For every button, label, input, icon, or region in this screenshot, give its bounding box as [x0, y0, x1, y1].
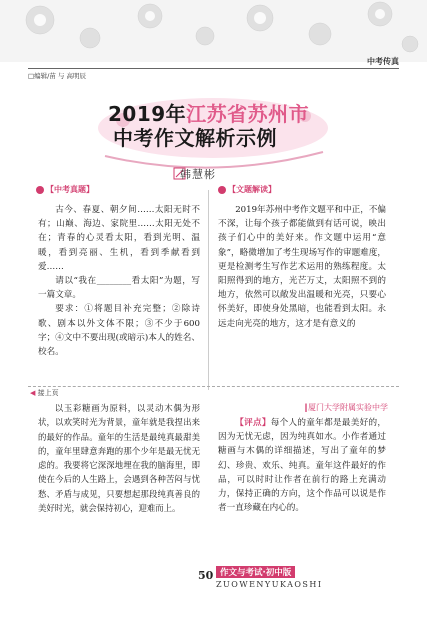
title-year: 2019年	[108, 102, 187, 126]
question-paragraph: 请以“我在________看太阳”为题，写一篇文章。	[38, 276, 200, 301]
comment-text: 每个人的童年都是最美好的，因为无忧无虑，因为纯真如水。小作者通过糖画与木偶的详细描述，写出了童年的梦幻、珍贵、欢乐、纯真。童年这件最好的作品，可以时时让作者在前行的路上充满动力，保持正确的方向，这个作品可以说是作者一直珍藏在内心的。	[218, 418, 386, 514]
continued-marker	[30, 388, 59, 398]
magazine-name: 作文与考试·初中版	[216, 566, 295, 578]
header-rule	[28, 68, 399, 69]
question-paragraph: 要求：①将题目补充完整；②除诗歌、剧本以外文体不限；③不少于600字；④文中不要出现(或暗示)本人的姓名、校名。	[38, 304, 200, 358]
exam-question-heading	[36, 184, 94, 195]
floral-header-decoration	[0, 0, 427, 62]
exam-question-text	[38, 203, 200, 359]
arrow-left-icon: ◀	[30, 389, 36, 397]
school-name: ‖厦门大学附属实验中学	[304, 403, 388, 412]
continued-label: 接上页	[37, 389, 59, 397]
page-number: 50	[198, 569, 214, 582]
question-paragraph: 古今、春夏、朝夕间……太阳无时不有；山巅、海边、家院里……太阳无处不在；青春的心灵看太阳，看到光明、温暖，看到亮丽、生机，看到季献看到爱……	[38, 205, 200, 272]
interpretation-heading	[218, 184, 276, 195]
interpretation-label: 【文题解读】	[228, 185, 276, 194]
exam-question-section	[38, 185, 200, 359]
interpretation-text	[218, 203, 386, 331]
interpretation-paragraph: 2019年苏州中考作文题平和中正，不偏不深，让每个孩子都能做到有话可说，映出孩子们心中的美好来。作文题中运用“意象”，略微增加了考生现场写作的审题难度，更是检测考生写作艺术运用的熟练程度。太阳照得到的地方，光芒万丈，太阳照不到的地方，依然可以敞发出温暖和光亮，只要心怀美好，即使身处黑暗，也能看到太阳。永远走向光亮的地方，这才是有意义的	[218, 205, 386, 329]
title-highlight: 江苏省苏州市	[186, 102, 310, 126]
comment-block	[218, 416, 386, 515]
exam-question-label: 【中考真题】	[46, 185, 94, 194]
column-tag: 中考传真	[367, 57, 399, 66]
bullet-icon	[218, 186, 226, 194]
editor-credit: □编辑/苗 与 高明辰	[28, 72, 86, 80]
bullet-icon	[36, 186, 44, 194]
magazine-name-pinyin: ZUOWENYUKAOSHI	[216, 580, 323, 589]
column-divider	[208, 190, 209, 390]
comment-tag: 【评点】	[235, 418, 271, 428]
essay-paragraph: 以玉彩糖画为原料，以灵动木偶为形状，以欢笑时光为背景，童年就是我捏出来的最好的作品。童年的生活是最纯真最甜美的，童年里肆意奔跑的那个少年是最无忧无虑的。我要将它深深地埋在我的脑海里，即使在今后的人生路上，会遇到各种苦闷与忧愁、矛盾与成见，只要想起那段纯真善良的美好时光，就会保持初心，迎难而上。	[38, 403, 200, 514]
author-name: 韩慧彬	[180, 168, 216, 181]
page-title-line2: 中考作文解析示例	[113, 126, 277, 150]
interpretation-section	[218, 185, 386, 331]
section-separator	[28, 386, 399, 387]
student-essay	[38, 401, 200, 515]
